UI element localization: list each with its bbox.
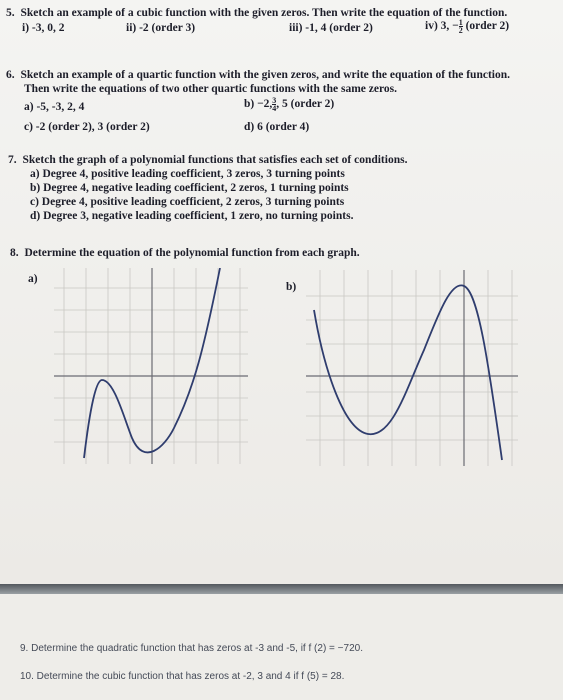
question-6-item-b-prefix: b) −2, [244, 98, 273, 111]
question-5-number: 5. [6, 7, 15, 19]
fraction-numerator: 3 [272, 96, 277, 105]
question-7-number: 7. [8, 154, 17, 166]
question-8-text: Determine the equation of the polynomial function from each graph. [24, 247, 360, 259]
graph-a [54, 268, 248, 464]
question-6-text-line1: Sketch an example of a quartic function with the given zeros, and write the equation of the function. [20, 69, 510, 81]
question-8 [10, 246, 360, 260]
question-7-item-b: b) Degree 4, negative leading coefficient, 2 zeros, 1 turning points [30, 182, 349, 194]
question-5-item-ii: ii) -2 (order 3) [126, 22, 196, 34]
question-8-part-a-label: a) [28, 273, 38, 285]
fraction-denominator: 4 [272, 104, 277, 113]
question-5 [6, 6, 507, 20]
question-7-item-a: a) Degree 4, positive leading coefficient, 3 zeros, 3 turning points [30, 168, 345, 180]
question-9: 9. Determine the quadratic function that has zeros at -3 and -5, if f (2) = −720. [20, 643, 363, 654]
question-6 [6, 68, 510, 82]
question-5-text: Sketch an example of a cubic function with the given zeros. Then write the equation of the function. [20, 7, 508, 19]
question-6-text-line2: Then write the equations of two other quartic functions with the same zeros. [24, 83, 397, 95]
question-7 [8, 153, 407, 167]
question-8-number: 8. [10, 247, 19, 259]
question-5-item-iv-prefix: iv) 3, − [425, 20, 459, 33]
fraction-numerator: 1 [458, 18, 463, 27]
question-5-item-iv-suffix: (order 2) [465, 20, 510, 33]
question-8-part-b-label: b) [286, 281, 297, 293]
question-7-item-c: c) Degree 4, positive leading coefficient, 2 zeros, 3 turning points [30, 196, 345, 208]
graph-b-grid [306, 270, 518, 466]
question-5-item-iii: iii) -1, 4 (order 2) [289, 22, 373, 34]
question-7-text: Sketch the graph of a polynomial functions that satisfies each set of conditions. [22, 154, 408, 166]
question-6-number: 6. [6, 69, 15, 81]
question-6-item-b-suffix: , 5 (order 2) [276, 98, 335, 111]
question-10: 10. Determine the cubic function that has zeros at -2, 3 and 4 if f (5) = 28. [20, 671, 345, 682]
question-6-item-b [244, 97, 334, 112]
page-divider [0, 584, 563, 594]
fraction-denominator: 2 [458, 26, 463, 35]
question-6-item-d: d) 6 (order 4) [244, 121, 310, 133]
question-6-item-c: c) -2 (order 2), 3 (order 2) [24, 121, 150, 133]
question-6-item-a: a) -5, -3, 2, 4 [24, 101, 85, 113]
graph-b [306, 270, 518, 466]
question-5-item-iv [425, 19, 509, 34]
question-5-item-i: i) -3, 0, 2 [22, 22, 65, 34]
question-7-item-d: d) Degree 3, negative leading coefficient, 1 zero, no turning points. [30, 210, 354, 222]
graph-b-curve [314, 285, 502, 460]
question-5-item-iv-fraction [459, 19, 463, 34]
lower-page [0, 594, 563, 700]
graph-a-grid [54, 268, 248, 464]
